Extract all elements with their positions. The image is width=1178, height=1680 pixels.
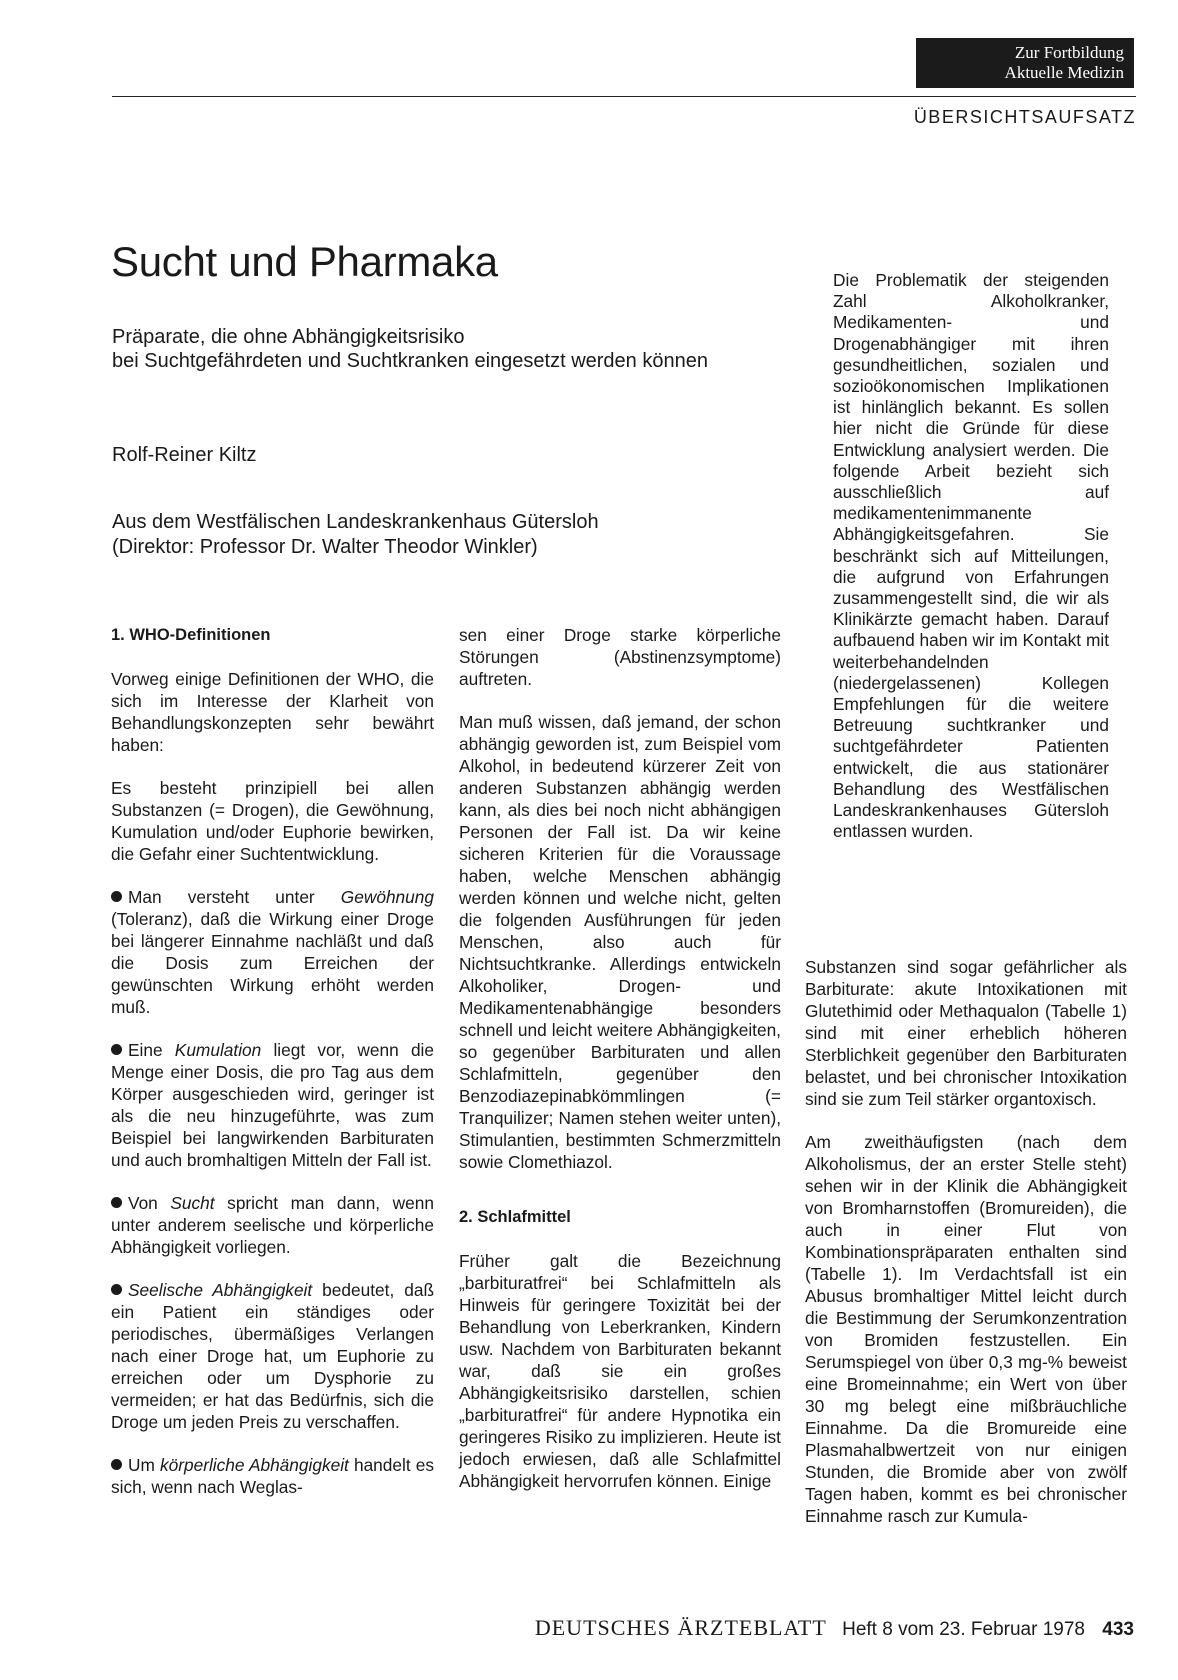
term: Gewöhnung [340, 887, 434, 907]
bullet-paragraph: Von Sucht spricht man dann, wenn unter anderem seelische und körperliche Abhängigkeit vorliegen. [111, 1193, 434, 1257]
paragraph: Substanzen sind sogar gefährlicher als Barbiturate: akute Intoxikationen mit Glutethimid oder Methaqualon (Tabelle 1) sind mit einer erheblich höheren Sterblichkeit gegenüber den Barbituraten belastet, und bei chronischer Intoxikation sind sie zum Teil stärker organtoxisch. [805, 957, 1127, 1109]
subtitle-line-2: bei Suchtgefährdeten und Suchtkranken eingesetzt werden können [112, 350, 708, 372]
section-badge [916, 38, 1134, 88]
bullet-paragraph: Man versteht unter Gewöhnung (Toleranz), daß die Wirkung einer Droge bei längerer Einnahme nachläßt und daß die Dosis zum Erreichen der gewünschten Wirkung erhöht werden muß. [111, 887, 434, 1017]
term: körperliche Abhängigkeit [159, 1455, 349, 1475]
term: Sucht [170, 1193, 215, 1213]
badge-line-1: Zur Fortbildung [1014, 43, 1124, 62]
bullet-icon [111, 1044, 122, 1055]
page-number: 433 [1102, 1619, 1134, 1640]
author-name: Rolf-Reiner Kiltz [112, 444, 257, 466]
term: Seelische Abhängigkeit [128, 1280, 313, 1300]
affiliation-line-1: Aus dem Westfälischen Landeskrankenhaus Gütersloh [112, 511, 599, 533]
issue-info: Heft 8 vom 23. Februar 1978 [842, 1619, 1086, 1640]
heading-who-definitions: 1. WHO-Definitionen [111, 626, 271, 644]
bullet-icon [111, 891, 122, 902]
paragraph: sen einer Droge starke körperliche Störungen (Abstinenzsymptome) auftreten. [459, 625, 781, 689]
subtitle-line-1: Präparate, die ohne Abhängigkeitsrisiko [112, 326, 465, 348]
paragraph: Vorweg einige Definitionen der WHO, die sich im Interesse der Klarheit von Behandlungskonzepten sehr bewährt haben: [111, 669, 434, 755]
paragraph: Früher galt die Bezeichnung „barbituratfrei“ bei Schlafmitteln als Hinweis für geringere Toxizität bei der Behandlung von Leberkranken, Kindern usw. Nachdem von Barbituraten bekannt war, daß sie ein großes Abhängigkeitsrisiko darstellen, schien „barbituratfrei“ für andere Hypnotika ein geringeres Risiko zu implizieren. Heute ist jedoch erwiesen, daß alle Schlafmittel Abhängigkeit hervorrufen können. Einige [459, 1251, 781, 1491]
text-column-2 [459, 624, 781, 1513]
bullet-icon [111, 1459, 122, 1470]
bullet-paragraph: Seelische Abhängigkeit bedeutet, daß ein Patient ein ständiges oder periodisches, übermäßiges Verlangen nach einer Droge hat, um Euphorie zu erreichen oder um Dysphorie zu vermeiden; er hat das Bedürfnis, sich die Droge um jeden Preis zu verschaffen. [111, 1280, 435, 1432]
text-column-3 [805, 956, 1127, 1548]
section-label: ÜBERSICHTSAUFSATZ [913, 107, 1136, 127]
author-affiliation [112, 510, 599, 560]
paragraph: Am zweithäufigsten (nach dem Alkoholismus, der an erster Stelle steht) sehen wir in der Klinik die Abhängigkeit von Bromharnstoffen (Bromureiden), die auch in einer Flut von Kombinationspräparaten enthalten sind (Tabelle 1). Im Verdachtsfall ist ein Abusus bromhaltiger Mittel leicht durch die Bestimmung der Serumkonzentration von Bromiden festzustellen. Ein Serumspiegel von über 0,3 mg-% beweist eine Bromeinnahme; ein Wert von über 30 mg belegt eine mißbräuchliche Einnahme. Da die Bromureide eine Plasmahalbwertzeit von nur einigen Stunden, die Bromide aber von zwölf Tagen haben, kommt es bei chronischer Einnahme rasch zur Kumula- [805, 1132, 1127, 1526]
affiliation-line-2: (Direktor: Professor Dr. Walter Theodor Winkler) [112, 536, 538, 558]
header-rule [112, 96, 1136, 97]
article-subtitle [112, 325, 708, 373]
bullet-paragraph: Eine Kumulation liegt vor, wenn die Menge einer Dosis, die pro Tag aus dem Körper ausgeschieden wird, geringer ist als die neu hinzugeführte, was zum Beispiel bei langwirkenden Barbituraten und auch bromhaltigen Mitteln der Fall ist. [111, 1040, 435, 1170]
article-title: Sucht und Pharmaka [111, 238, 498, 285]
heading-schlafmittel: 2. Schlafmittel [459, 1208, 571, 1226]
paragraph: Man muß wissen, daß jemand, der schon abhängig geworden ist, zum Beispiel vom Alkohol, in bedeutend kürzerer Zeit von anderen Substanzen abhängig werden kann, als dies bei noch nicht abhängigen Personen der Fall ist. Da wir keine sicheren Kriterien für die Voraussage haben, welche Menschen abhängig werden können und welche nicht, gelten die folgenden Ausführungen für jeden Menschen, also auch für Nichtsuchtkranke. Allerdings entwickeln Alkoholiker, Drogen- und Medikamentenabhängige besonders schnell und leicht weitere Abhängigkeiten, so gegenüber Barbituraten und allen Schlafmitteln, gegenüber den Benzodiazepinabkömmlingen (= Tranquilizer; Namen stehen weiter unten), Stimulantien, bestimmten Schmerzmitteln sowie Clomethiazol. [459, 712, 781, 1172]
bullet-icon [111, 1197, 122, 1208]
intro-paragraph: Die Problematik der steigenden Zahl Alkoholkranker, Medikamenten- und Drogenabhängiger mit ihren gesundheitlichen, sozialen und sozioökonomischen Implikationen ist hinlänglich bekannt. Es sollen hier nicht die Gründe für diese Entwicklung analysiert werden. Die folgende Arbeit bezieht sich ausschließlich auf medikamentenimmanente Abhängigkeitsgefahren. Sie beschränkt sich auf Mitteilungen, die aufgrund von Erfahrungen zusammengestellt sind, die wir als Klinikärzte gemacht haben. Darauf aufbauend haben wir im Kontakt mit weiterbehandelnden (niedergelassenen) Kollegen Empfehlungen für die weitere Betreuung suchtkranker und suchtgefährdeter Patienten entwickelt, die aus stationärer Behandlung des Westfälischen Landeskrankenhauses Gütersloh entlassen wurden. [833, 270, 1109, 842]
badge-line-2: Aktuelle Medizin [1004, 63, 1124, 82]
bullet-icon [111, 1284, 122, 1295]
journal-name: DEUTSCHES ÄRZTEBLATT [534, 1615, 827, 1640]
intro-column [833, 270, 1109, 863]
bullet-paragraph: Um körperliche Abhängigkeit handelt es sich, wenn nach Weglas- [111, 1455, 434, 1497]
paragraph: Es besteht prinzipiell bei allen Substanzen (= Drogen), die Gewöhnung, Kumulation und/oder Euphorie bewirken, die Gefahr einer Suchtentwicklung. [111, 778, 434, 864]
page-footer [535, 1615, 1134, 1641]
text-column-1 [111, 624, 434, 1519]
term: Kumulation [174, 1040, 262, 1060]
